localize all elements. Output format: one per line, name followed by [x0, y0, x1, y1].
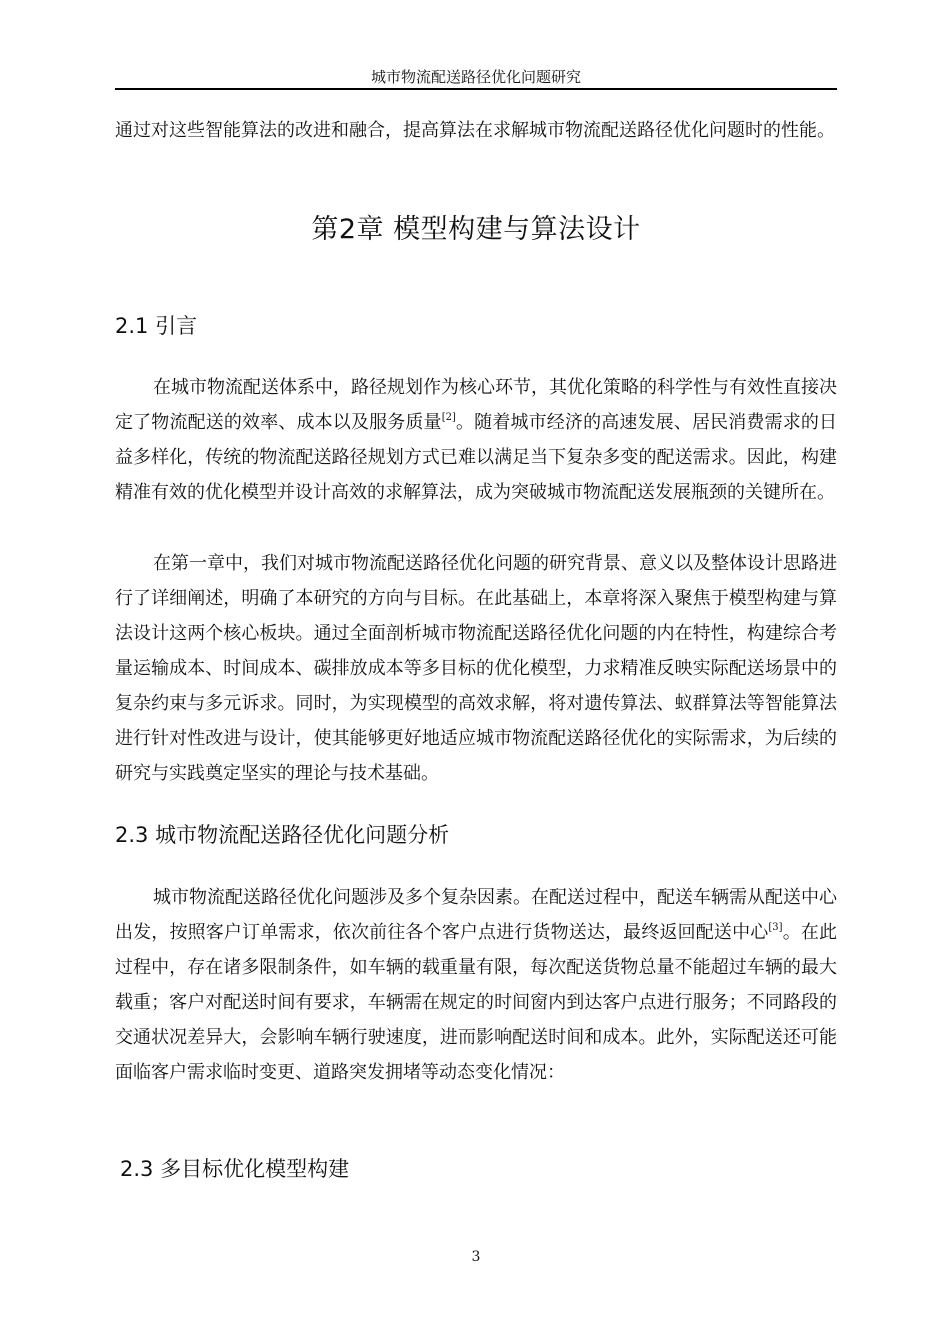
paragraph-text: 城市物流配送路径优化问题涉及多个复杂因素。在配送过程中，配送车辆需从配送中心出发，按照客户订单需求，依次前往各个客户点进行货物送达，最终返回配送中心 [115, 887, 837, 943]
section-heading-2-3-analysis: 2.3 城市物流配送路径优化问题分析 [115, 823, 450, 847]
running-header: 城市物流配送路径优化问题研究 [370, 68, 581, 86]
section-heading-2-1: 2.1 引言 [115, 314, 198, 338]
citation-ref: [2] [441, 412, 456, 423]
chapter-title: 第2章 模型构建与算法设计 [311, 214, 641, 245]
paragraph-text: 。在此过程中，存在诸多限制条件，如车辆的载重量有限，每次配送货物总量不能超过车辆的最大载重；客户对配送时间有要求，车辆需在规定的时间窗内到达客户点进行服务；不同路段的交通状况差异大，会影响车辆行驶速度，进而影响配送时间和成本。此外，实际配送还可能面临客户需求临时变更、道路突发拥堵等动态变化情况： [115, 922, 838, 1083]
section-2-1-paragraph-1 [115, 370, 837, 510]
section-heading-2-3-model: 2.3 多目标优化模型构建 [120, 1157, 350, 1181]
page-number: 3 [471, 1249, 481, 1265]
header-divider [115, 88, 837, 90]
section-2-1-paragraph-2: 在第一章中，我们对城市物流配送路径优化问题的研究背景、意义以及整体设计思路进行了详细阐述，明确了本研究的方向与目标。在此基础上，本章将深入聚焦于模型构建与算法设计这两个核心板块。通过全面剖析城市物流配送路径优化问题的内在特性，构建综合考量运输成本、时间成本、碳排放成本等多目标的优化模型，力求精准反映实际配送场景中的复杂约束与多元诉求。同时，为实现模型的高效求解，将对遗传算法、蚁群算法等智能算法进行针对性改进与设计，使其能够更好地适应城市物流配送路径优化的实际需求，为后续的研究与实践奠定坚实的理论与技术基础。 [115, 553, 837, 784]
intro-continuation-paragraph: 通过对这些智能算法的改进和融合，提高算法在求解城市物流配送路径优化问题时的性能。 [115, 120, 835, 141]
section-2-3-paragraph-1 [115, 880, 837, 1090]
paragraph-text: 。随着城市经济的高速发展、居民消费需求的日益多样化，传统的物流配送路径规划方式已难以满足当下复杂多变的配送需求。因此，构建精准有效的优化模型并设计高效的求解算法，成为突破城市物流配送发展瓶颈的关键所在。 [115, 412, 838, 503]
citation-ref: [3] [768, 922, 783, 933]
paragraph-text: 在城市物流配送体系中，路径规划作为核心环节，其优化策略的科学性与有效性直接决定了物流配送的效率、成本以及服务质量 [115, 377, 837, 433]
